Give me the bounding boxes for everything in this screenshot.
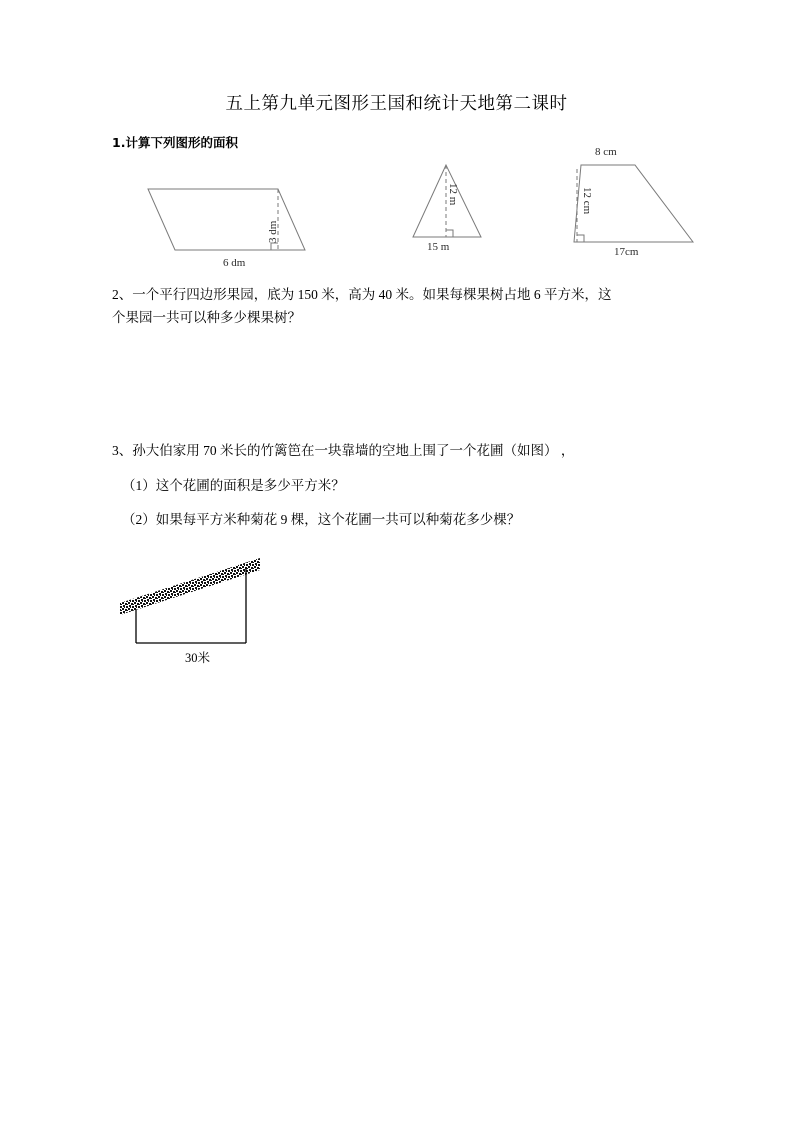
question-2-line-2: 个果园一共可以种多少棵果树？ <box>112 310 301 325</box>
question-2-line-1: 2、一个平行四边形果园，底为 150 米，高为 40 米。如果每棵果树占地 6 平方米，这 <box>112 287 612 302</box>
right-angle-marker <box>271 243 278 250</box>
parallelogram-base-label: 6 dm <box>223 257 246 269</box>
figure-wall-enclosure <box>110 548 310 678</box>
parallelogram-shape <box>145 165 315 255</box>
trapezoid-top-label: 8 cm <box>595 146 617 158</box>
figure-triangle <box>405 157 495 253</box>
triangle-height-label: 12 m <box>447 183 459 206</box>
right-angle-marker <box>446 230 453 237</box>
wall-enclosure-shape <box>110 548 310 658</box>
trapezoid-height-label: 12 cm <box>581 187 593 215</box>
wall-enclosure-base-label: 30米 <box>185 651 211 665</box>
trapezoid-base-label: 17cm <box>614 246 639 258</box>
page-title: 五上第九单元图形王国和统计天地第二课时 <box>225 93 568 113</box>
parallelogram-height-label: 3 dm <box>267 220 279 243</box>
question-3-line-1: 3、孙大伯家用 70 米长的竹篱笆在一块靠墙的空地上围了一个花圃（如图） ， <box>112 443 575 458</box>
wall-hatching <box>120 558 260 615</box>
figure-parallelogram <box>145 165 315 269</box>
question-3-sub-1: （1）这个花圃的面积是多少平方米？ <box>122 478 345 493</box>
question-3-sub-2: （2）如果每平方米种菊花 9 棵，这个花圃一共可以种菊花多少棵？ <box>122 512 521 527</box>
question-1-figures <box>0 145 793 275</box>
triangle-base-label: 15 m <box>427 241 450 253</box>
question-1-heading: 1.计算下列图形的面积 <box>112 135 238 150</box>
right-angle-marker <box>577 235 584 242</box>
figure-trapezoid <box>560 147 710 257</box>
